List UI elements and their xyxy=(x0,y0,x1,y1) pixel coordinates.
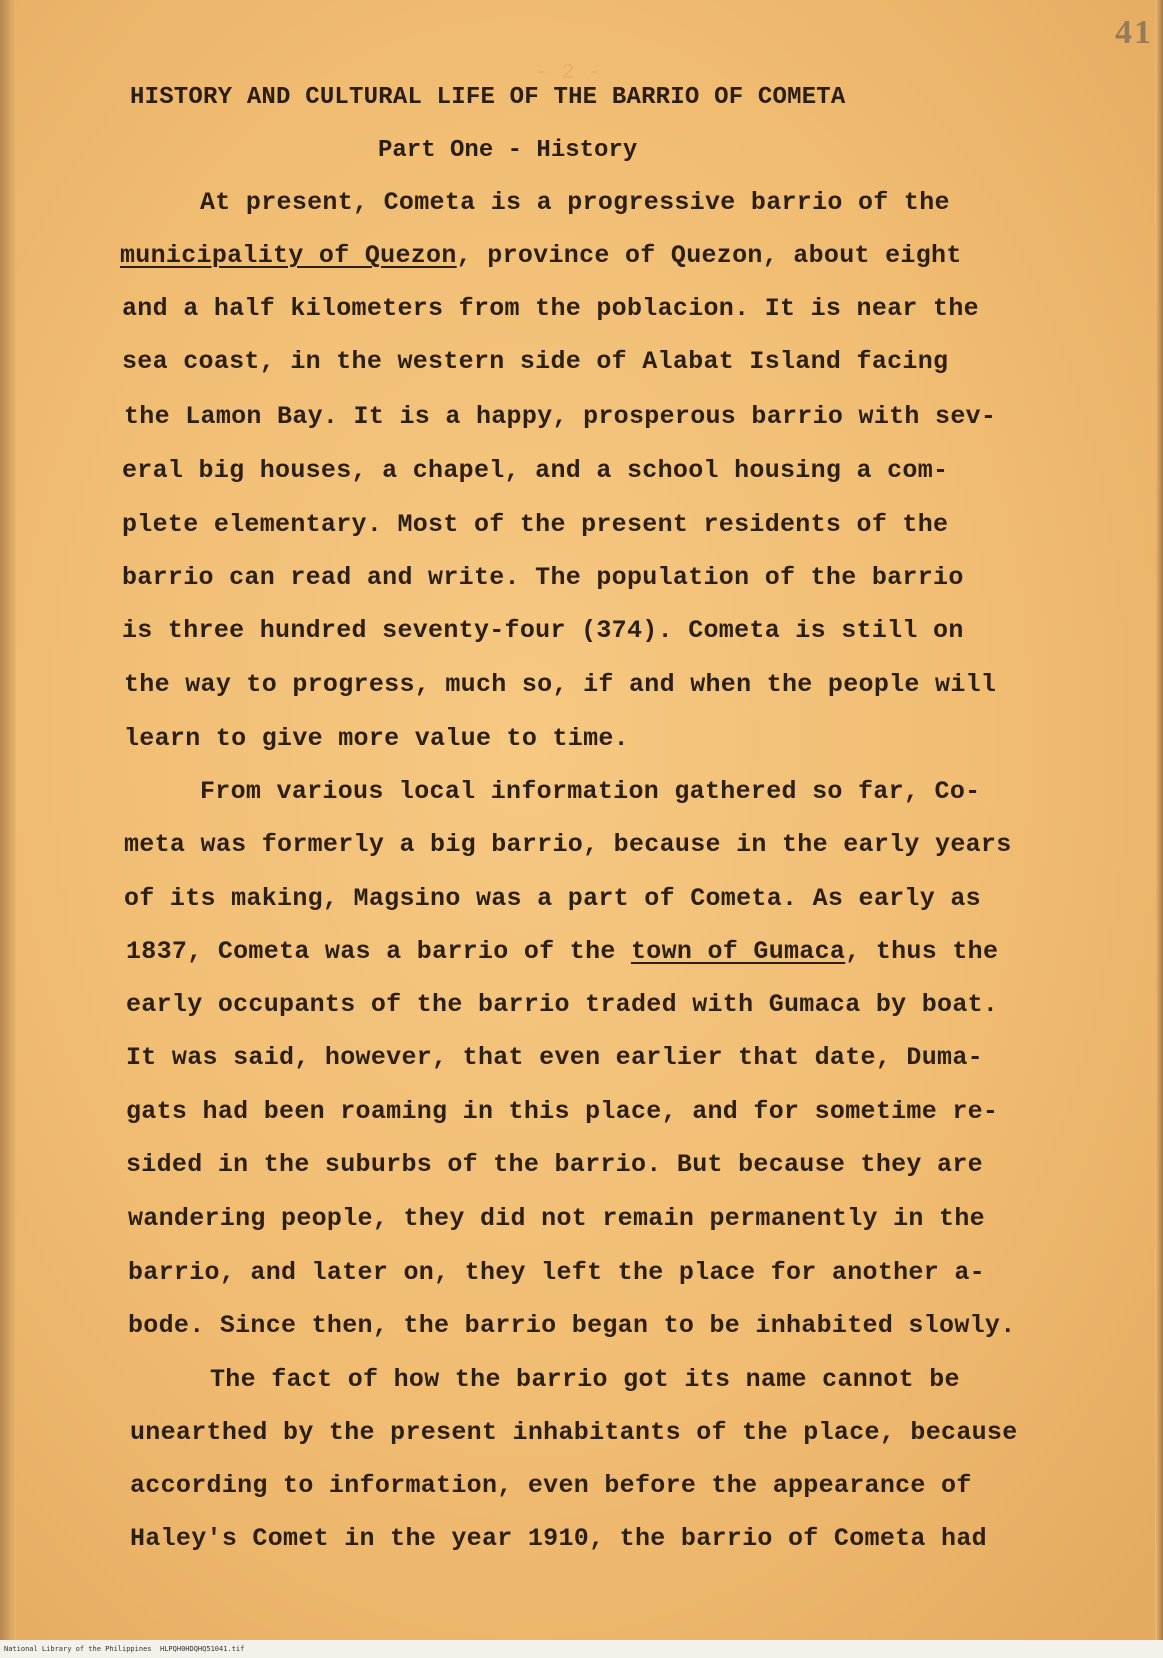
underlined-town: town of Gumaca xyxy=(630,937,846,966)
page-number: 41 xyxy=(1115,14,1153,51)
text-line: the Lamon Bay. It is a happy, prosperous barrio with sev- xyxy=(124,402,997,431)
text-line: the way to progress, much so, if and when the people will xyxy=(124,670,997,699)
text-line: wandering people, they did not remain permanently in the xyxy=(128,1204,985,1233)
text-line: gats had been roaming in this place, and for sometime re- xyxy=(126,1097,999,1126)
text-line: is three hundred seventy-four (374). Cometa is still on xyxy=(122,616,964,645)
text-line: sided in the suburbs of the barrio. But because they are xyxy=(126,1150,983,1179)
footer-source: National Library of the Philippines xyxy=(4,1645,152,1653)
text-line: plete elementary. Most of the present residents of the xyxy=(122,510,949,539)
text-line: according to information, even before the appearance of xyxy=(130,1471,972,1500)
text-line: barrio can read and write. The population of the barrio xyxy=(122,563,964,592)
text-line: 1837, Cometa was a barrio of the town of Gumaca, thus the xyxy=(126,937,999,966)
page-right-edge xyxy=(1155,0,1163,1640)
text-line: learn to give more value to time. xyxy=(124,724,629,753)
text-line: Haley's Comet in the year 1910, the barrio of Cometa had xyxy=(130,1524,987,1553)
text-line: The fact of how the barrio got its name cannot be xyxy=(210,1365,960,1394)
scan-footer xyxy=(0,1640,1163,1658)
text-line: bode. Since then, the barrio began to be inhabited slowly. xyxy=(128,1311,1016,1340)
text-line: It was said, however, that even earlier that date, Duma- xyxy=(126,1043,983,1072)
text-line: meta was formerly a big barrio, because in the early years xyxy=(124,830,1012,859)
text-line: eral big houses, a chapel, and a school housing a com- xyxy=(122,456,949,485)
text-line: barrio, and later on, they left the place for another a- xyxy=(128,1258,985,1287)
page-left-edge xyxy=(0,0,16,1640)
document-title: HISTORY AND CULTURAL LIFE OF THE BARRIO OF COMETA xyxy=(130,84,846,111)
text-line: sea coast, in the western side of Alabat Island facing xyxy=(122,347,949,376)
text-line: From various local information gathered so far, Co- xyxy=(200,777,981,806)
footer-filename: HLPQH0HDQHQ51041.tif xyxy=(160,1645,245,1653)
document-subtitle: Part One - History xyxy=(378,137,638,164)
bleed-through-page-number: - 2 - xyxy=(535,60,602,85)
text-line: At present, Cometa is a progressive barrio of the xyxy=(200,188,950,217)
text-line: unearthed by the present inhabitants of the place, because xyxy=(130,1418,1018,1447)
text-line: and a half kilometers from the poblacion. It is near the xyxy=(122,294,979,323)
text-line: early occupants of the barrio traded with Gumaca by boat. xyxy=(126,990,999,1019)
text-line: of its making, Magsino was a part of Cometa. As early as xyxy=(124,884,981,913)
underlined-municipality: municipality of Quezon xyxy=(120,241,457,270)
text-line: municipality of Quezon, province of Quezon, about eight xyxy=(120,241,962,270)
